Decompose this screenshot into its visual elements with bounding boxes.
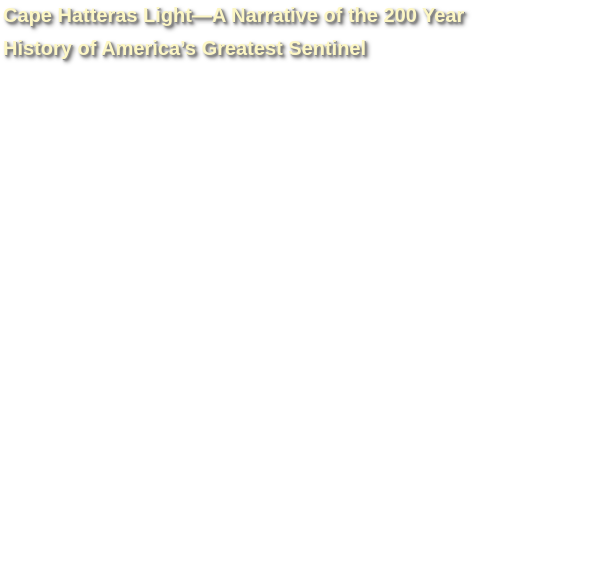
- page-title: [3, 0, 583, 66]
- page-title-line-2: History of America’s Greatest Sentinel: [3, 38, 367, 60]
- page-title-line-1: Cape Hatteras Light—A Narrative of the 200 Year: [3, 5, 465, 27]
